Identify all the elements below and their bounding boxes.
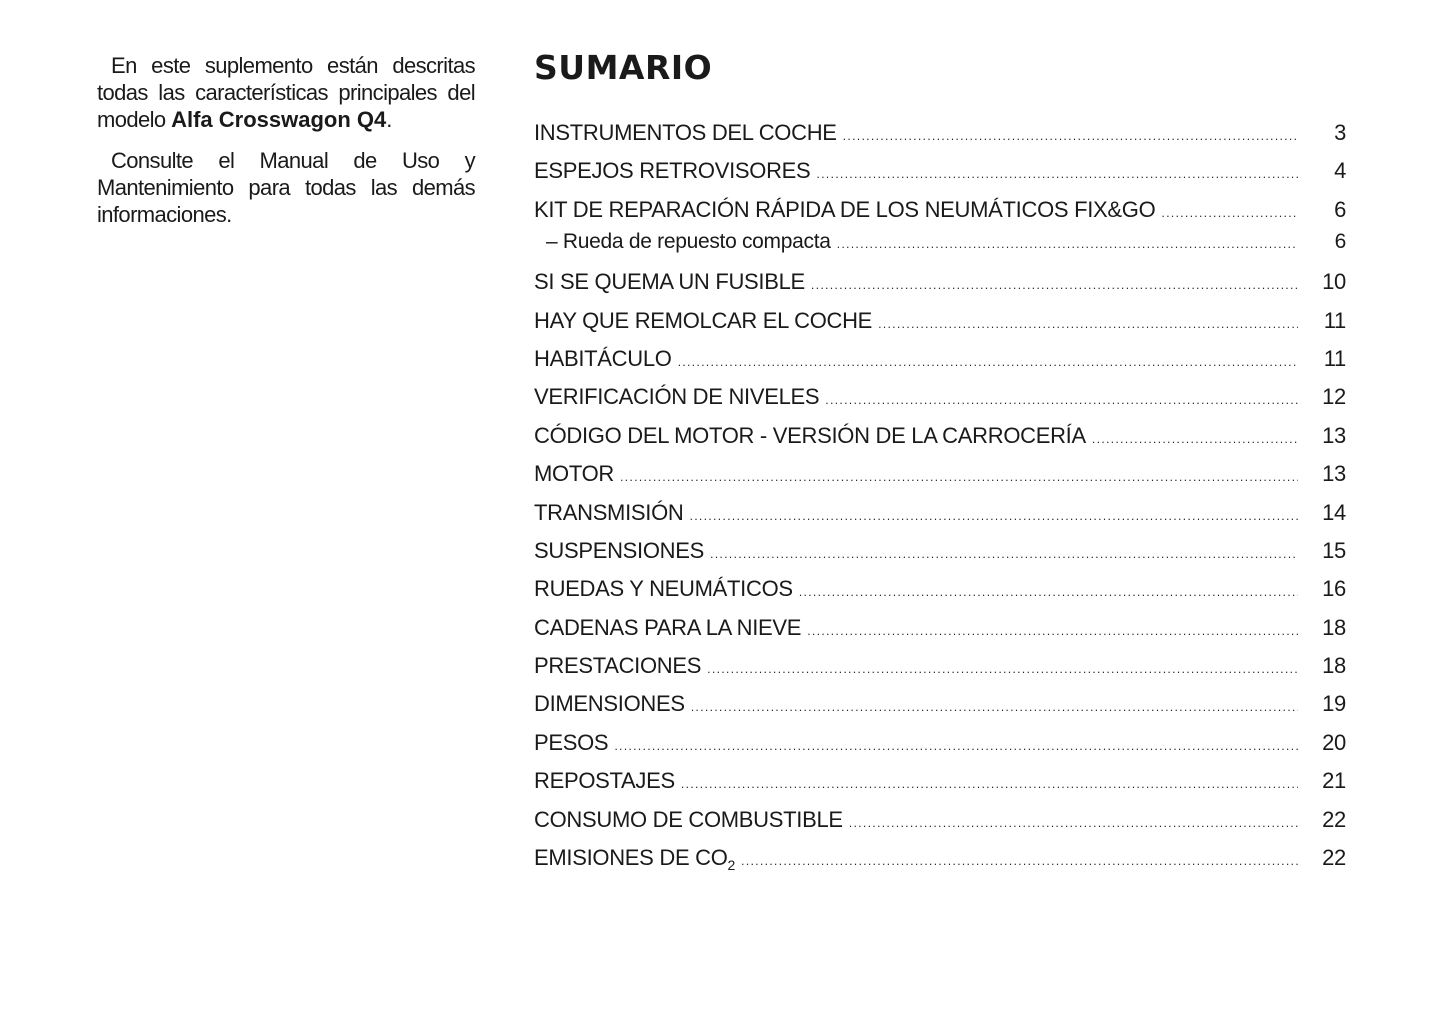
toc-entry-page: 10 <box>1322 269 1346 295</box>
toc-leader-dots <box>849 805 1298 843</box>
toc-entry-page: 4 <box>1334 158 1346 184</box>
toc-entry-page: 18 <box>1322 653 1346 679</box>
toc-entry-label: DIMENSIONES <box>534 691 685 717</box>
toc-entry-label: VERIFICACIÓN DE NIVELES <box>534 384 820 410</box>
toc-entry-page: 14 <box>1322 499 1346 525</box>
toc-leader-dots <box>678 344 1298 382</box>
toc-entry[interactable] <box>534 302 1346 340</box>
toc-entry-label: MOTOR <box>534 461 614 487</box>
toc-entry[interactable] <box>534 494 1346 532</box>
toc-entry-page: 6 <box>1334 196 1346 222</box>
toc-entry[interactable] <box>534 340 1346 378</box>
toc-entry-label: KIT DE REPARACIÓN RÁPIDA DE LOS NEUMÁTICOS FIX&GO <box>534 196 1156 222</box>
toc-entry-label: HABITÁCULO <box>534 345 672 371</box>
toc-leader-dots <box>811 267 1298 305</box>
toc-entry-label: CADENAS PARA LA NIEVE <box>534 614 802 640</box>
toc-leader-dots <box>707 651 1298 689</box>
intro-paragraph-2: Consulte el Manual de Uso y Mantenimiento para todas las demás informaciones. <box>97 148 475 227</box>
toc-leader-dots <box>825 382 1298 420</box>
toc-entry-label: HAY QUE REMOLCAR EL COCHE <box>534 307 873 333</box>
model-name: Alfa Crosswagon Q4 <box>171 107 387 132</box>
toc-leader-dots <box>799 574 1298 612</box>
toc-entry-label-text: EMISIONES DE CO <box>534 845 728 871</box>
toc-leader-dots <box>710 536 1298 574</box>
toc-entry-page: 22 <box>1322 806 1346 832</box>
toc-entry[interactable] <box>534 532 1346 570</box>
toc-leader-dots <box>620 459 1298 497</box>
toc-entry-page: 18 <box>1322 614 1346 640</box>
toc-entry-label-co2 <box>534 839 735 877</box>
toc-entry-page: 11 <box>1323 345 1346 371</box>
toc-entry[interactable] <box>534 152 1346 190</box>
toc-entry[interactable] <box>534 570 1346 608</box>
toc-entry-page: 16 <box>1322 576 1346 602</box>
toc-entry-page: 15 <box>1322 537 1346 563</box>
intro-period: . <box>386 107 392 132</box>
toc-leader-dots <box>837 228 1298 262</box>
toc-entry-label: SUSPENSIONES <box>534 537 705 563</box>
toc-entry-page: 19 <box>1322 691 1346 717</box>
toc-entry-page: 3 <box>1334 120 1346 145</box>
toc-entry-label: TRANSMISIÓN <box>534 499 684 525</box>
toc-entry[interactable] <box>534 685 1346 723</box>
toc-entry[interactable] <box>534 762 1346 800</box>
toc-entry-page: 12 <box>1322 384 1346 410</box>
toc-entry-page: 22 <box>1322 845 1346 871</box>
toc-entry-label: INSTRUMENTOS DEL COCHE <box>534 120 837 145</box>
toc-leader-dots <box>878 306 1298 344</box>
toc-entry[interactable] <box>534 191 1346 229</box>
toc-entry-label: SI SE QUEMA UN FUSIBLE <box>534 269 805 295</box>
toc-leader-dots <box>691 689 1298 727</box>
toc-subentry[interactable] <box>534 225 1346 259</box>
toc-leader-dots <box>1161 195 1298 233</box>
co2-subscript: 2 <box>727 857 736 874</box>
toc-leader-dots <box>843 118 1298 156</box>
toc-entry-label: CÓDIGO DEL MOTOR - VERSIÓN DE LA CARROCERÍA <box>534 422 1086 448</box>
toc-entry-page: 13 <box>1322 461 1346 487</box>
toc-entry-label: PRESTACIONES <box>534 653 702 679</box>
toc-leader-dots <box>690 498 1299 536</box>
toc-entry[interactable] <box>534 455 1346 493</box>
toc-leader-dots <box>614 728 1298 766</box>
toc-entry[interactable] <box>534 609 1346 647</box>
toc-entry-page: 11 <box>1323 307 1346 333</box>
toc-entry-label: ESPEJOS RETROVISORES <box>534 158 811 184</box>
toc-entry[interactable] <box>534 839 1346 877</box>
toc-entry-label: – Rueda de repuesto compacta <box>546 230 831 254</box>
toc-entry-page: 13 <box>1322 422 1346 448</box>
toc-entry[interactable] <box>534 801 1346 839</box>
page-title: SUMARIO <box>534 48 713 87</box>
toc-entry-page: 20 <box>1322 729 1346 755</box>
toc-entry[interactable] <box>534 378 1346 416</box>
toc-leader-dots <box>807 613 1298 651</box>
toc-entry-page: 6 <box>1334 230 1346 254</box>
toc-leader-dots <box>681 766 1298 804</box>
toc-entry-label: PESOS <box>534 729 609 755</box>
toc-entry-label: CONSUMO DE COMBUSTIBLE <box>534 806 843 832</box>
toc-entry[interactable] <box>534 263 1346 301</box>
toc-leader-dots <box>741 843 1298 881</box>
toc-entry[interactable] <box>534 647 1346 685</box>
toc-entry[interactable] <box>534 114 1346 152</box>
toc-entry-label: RUEDAS Y NEUMÁTICOS <box>534 576 793 602</box>
toc-entry-page: 21 <box>1322 768 1346 794</box>
toc-entry-label: REPOSTAJES <box>534 768 675 794</box>
table-of-contents <box>534 114 1346 877</box>
toc-leader-dots <box>816 156 1298 194</box>
intro-text-1: En este suplemento están descritas todas las características principales del modelo <box>97 53 475 132</box>
intro-text <box>97 52 475 242</box>
toc-entry[interactable] <box>534 417 1346 455</box>
toc-leader-dots <box>1092 421 1298 459</box>
intro-paragraph-1 <box>97 52 475 133</box>
toc-entry[interactable] <box>534 724 1346 762</box>
